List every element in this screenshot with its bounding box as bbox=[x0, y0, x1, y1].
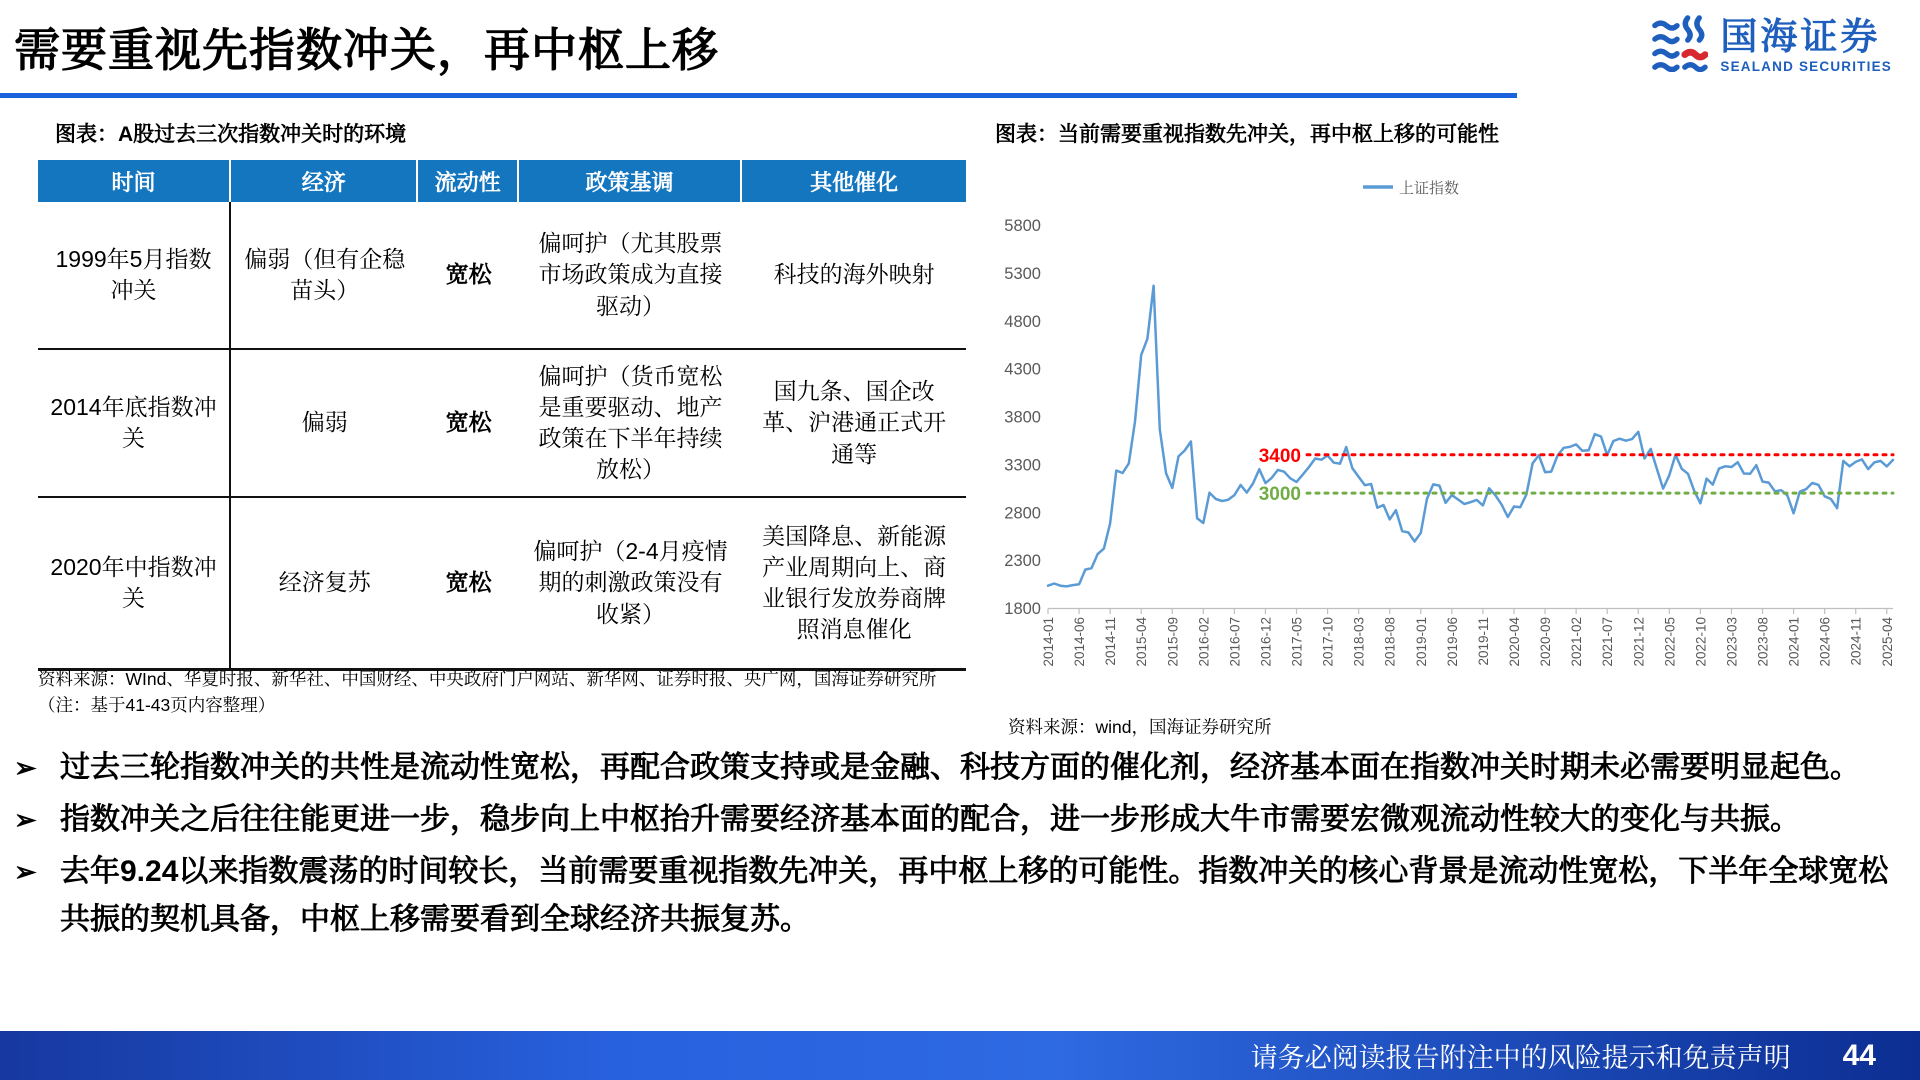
table-cell: 科技的海外映射 bbox=[773, 261, 935, 288]
table-cell: 偏呵护（尤其股票市场政策成为直接驱动） bbox=[538, 230, 723, 319]
index-breakthrough-table bbox=[38, 160, 966, 671]
table-cell: 偏呵护（2-4月疫情期的刺激政策没有收紧） bbox=[533, 538, 728, 627]
shanghai-index-chart bbox=[995, 165, 1900, 710]
x-axis-tick-label: 2019-01 bbox=[1413, 617, 1429, 667]
y-axis-tick-label: 5800 bbox=[1004, 217, 1041, 235]
y-axis-tick-label: 2300 bbox=[1004, 552, 1041, 571]
x-axis-tick-label: 2014-06 bbox=[1072, 617, 1088, 667]
table-row bbox=[38, 348, 966, 496]
table-cell: 1999年5月指数冲关 bbox=[38, 202, 231, 348]
table-cell: 国九条、国企改革、沪港通正式开通等 bbox=[762, 378, 947, 467]
x-axis-tick-label: 2016-07 bbox=[1227, 617, 1243, 667]
bullet-text: 去年9.24以来指数震荡的时间较长，当前需要重视指数先冲关，再中枢上移的可能性。指数冲关的核心背景是流动性宽松，下半年全球宽松共振的契机具备，中枢上移需要看到全球经济共振复苏。 bbox=[60, 855, 1889, 936]
reference-line-label: 3400 bbox=[1258, 445, 1301, 467]
chart-source-note: 资料来源：wind，国海证券研究所 bbox=[1008, 717, 1272, 737]
key-points-list bbox=[14, 744, 1912, 948]
table-row bbox=[38, 496, 966, 668]
x-axis-tick-label: 2024-06 bbox=[1817, 617, 1833, 667]
table-cell: 偏弱（但有企稳苗头） bbox=[244, 245, 406, 303]
y-axis-tick-label: 5300 bbox=[1004, 264, 1041, 283]
disclaimer-text: 请务必阅读报告附注中的风险提示和免责声明 bbox=[1250, 1043, 1791, 1073]
x-axis-tick-label: 2017-05 bbox=[1289, 617, 1305, 667]
x-axis-tick-label: 2020-04 bbox=[1506, 617, 1522, 667]
x-axis-tick-label: 2014-11 bbox=[1103, 617, 1119, 666]
table-cell: 美国降息、新能源产业周期向上、商业银行发放券商牌照消息催化 bbox=[762, 522, 947, 643]
sealand-waves-icon bbox=[1650, 14, 1708, 77]
y-axis-tick-label: 2800 bbox=[1004, 504, 1041, 523]
disclaimer-footer bbox=[0, 1031, 1920, 1080]
x-axis-tick-label: 2019-11 bbox=[1475, 617, 1491, 666]
table-header-row bbox=[38, 160, 966, 202]
logo-name-cn: 国海证券 bbox=[1720, 15, 1881, 57]
y-axis-tick-label: 3300 bbox=[1004, 456, 1041, 475]
y-axis-tick-label: 3800 bbox=[1004, 408, 1041, 427]
x-axis-tick-label: 2021-12 bbox=[1631, 617, 1647, 667]
y-axis-tick-label: 4800 bbox=[1004, 312, 1041, 331]
table-header-cell: 经济 bbox=[231, 160, 418, 202]
arrow-bullet-icon: ➢ bbox=[14, 805, 37, 835]
table-header-cell: 政策基调 bbox=[519, 160, 743, 202]
legend-label: 上证指数 bbox=[1399, 180, 1460, 197]
x-axis-tick-label: 2022-10 bbox=[1693, 617, 1709, 667]
table-header-cell: 时间 bbox=[38, 160, 231, 202]
list-item bbox=[14, 796, 1912, 844]
x-axis-tick-label: 2016-02 bbox=[1196, 617, 1212, 667]
x-axis-tick-label: 2020-09 bbox=[1538, 617, 1554, 667]
x-axis-tick-label: 2014-01 bbox=[1041, 617, 1056, 667]
table-cell: 宽松 bbox=[445, 409, 492, 436]
reference-line-label: 3000 bbox=[1258, 484, 1301, 506]
x-axis-tick-label: 2024-11 bbox=[1848, 617, 1864, 666]
arrow-bullet-icon: ➢ bbox=[14, 857, 37, 887]
x-axis-tick-label: 2015-09 bbox=[1165, 617, 1181, 667]
bullet-text: 过去三轮指数冲关的共性是流动性宽松，再配合政策支持或是金融、科技方面的催化剂，经济基本面在指数冲关时期未必需要明显起色。 bbox=[60, 751, 1860, 784]
x-axis-tick-label: 2019-06 bbox=[1444, 617, 1460, 667]
table-cell: 偏弱 bbox=[301, 409, 348, 436]
table-cell: 2014年底指数冲关 bbox=[38, 350, 231, 496]
table-caption: 图表：A股过去三次指数冲关时的环境 bbox=[55, 123, 407, 146]
x-axis-tick-label: 2018-08 bbox=[1382, 617, 1398, 667]
x-axis-tick-label: 2023-08 bbox=[1755, 617, 1771, 667]
x-axis-tick-label: 2016-12 bbox=[1258, 617, 1274, 667]
table-cell: 经济复苏 bbox=[278, 569, 371, 596]
arrow-bullet-icon: ➢ bbox=[14, 753, 37, 783]
chart-caption: 图表：当前需要重视指数先冲关，再中枢上移的可能性 bbox=[995, 123, 1499, 146]
bullet-text: 指数冲关之后往往能更进一步，稳步向上中枢抬升需要经济基本面的配合，进一步形成大牛市需要宏微观流动性较大的变化与共振。 bbox=[60, 803, 1800, 836]
x-axis-tick-label: 2015-04 bbox=[1134, 617, 1150, 667]
table-body bbox=[38, 202, 966, 671]
table-header-cell: 其他催化 bbox=[742, 160, 966, 202]
table-cell: 宽松 bbox=[445, 569, 492, 596]
list-item bbox=[14, 744, 1912, 792]
y-axis-tick-label: 1800 bbox=[1004, 600, 1041, 618]
y-axis-tick-label: 4300 bbox=[1004, 360, 1041, 379]
table-cell: 偏呵护（货币宽松是重要驱动、地产政策在下半年持续放松） bbox=[538, 362, 723, 483]
x-axis-tick-label: 2017-10 bbox=[1320, 617, 1336, 667]
title-divider bbox=[0, 93, 1517, 98]
x-axis-tick-label: 2018-03 bbox=[1351, 617, 1367, 667]
page-title: 需要重视先指数冲关，再中枢上移 bbox=[14, 24, 719, 76]
x-axis-tick-label: 2024-01 bbox=[1786, 617, 1802, 667]
company-logo bbox=[1650, 14, 1892, 77]
list-item bbox=[14, 848, 1912, 944]
logo-name-en: SEALAND SECURITIES bbox=[1720, 58, 1892, 74]
table-cell: 2020年中指数冲关 bbox=[38, 498, 231, 668]
table-row bbox=[38, 202, 966, 348]
page-number: 44 bbox=[1842, 1038, 1876, 1072]
x-axis-tick-label: 2023-03 bbox=[1724, 617, 1740, 667]
shanghai-index-line bbox=[1048, 286, 1893, 587]
table-header-cell: 流动性 bbox=[418, 160, 518, 202]
table-cell: 宽松 bbox=[445, 261, 492, 288]
table-source-note: 资料来源：WInd、华夏时报、新华社、中国财经、中央政府门户网站、新华网、证券时报、央广网，国海证券研究所（注：基于41-43页内容整理） bbox=[38, 669, 937, 716]
x-axis-tick-label: 2022-05 bbox=[1662, 617, 1678, 667]
x-axis-tick-label: 2021-07 bbox=[1600, 617, 1616, 667]
x-axis-tick-label: 2021-02 bbox=[1569, 617, 1585, 667]
x-axis-tick-label: 2025-04 bbox=[1879, 617, 1895, 667]
